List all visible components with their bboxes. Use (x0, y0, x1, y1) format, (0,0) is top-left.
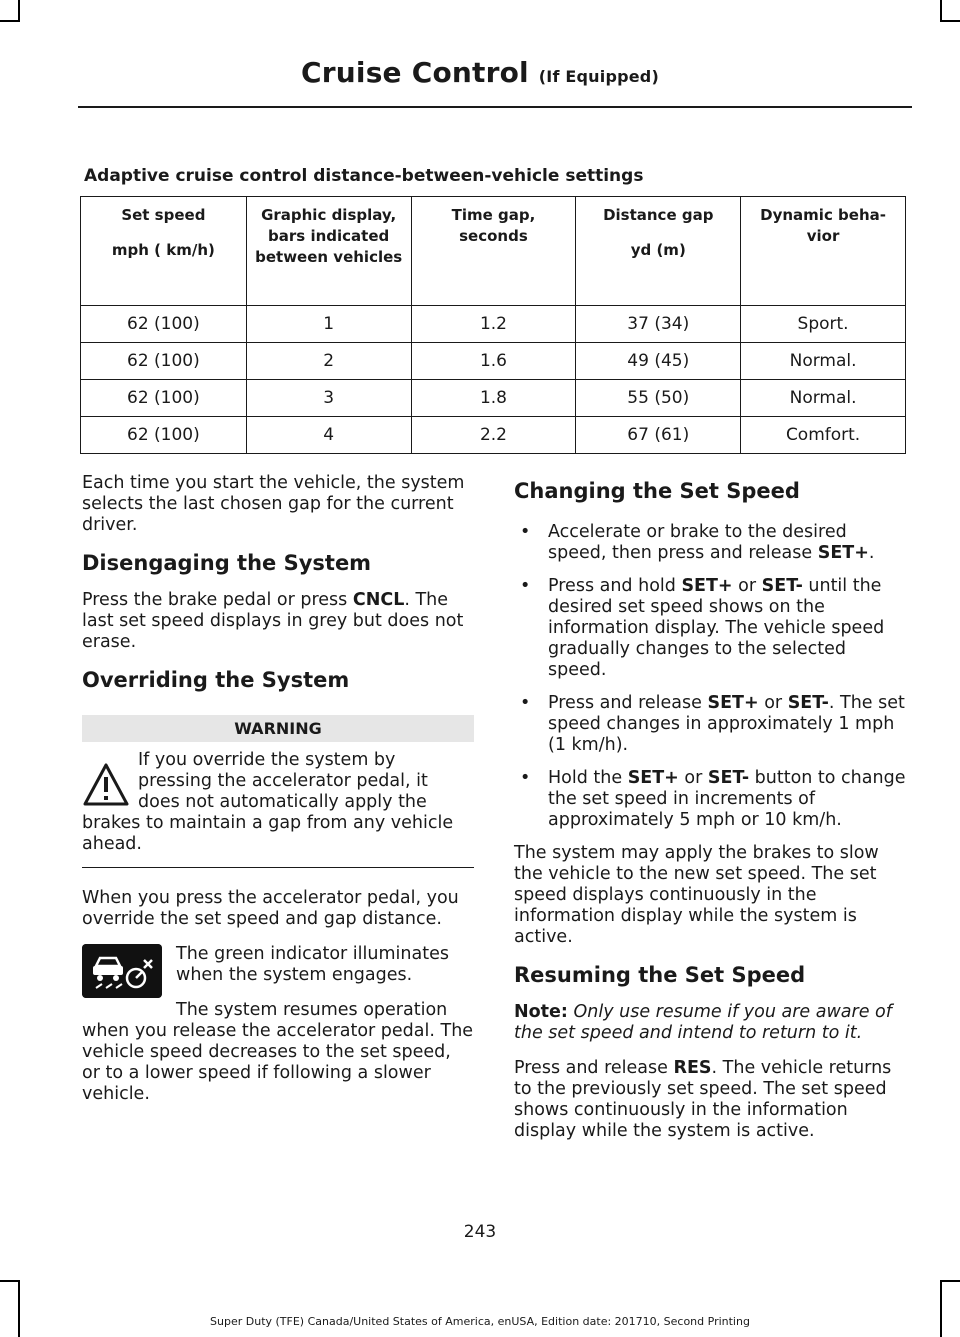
table-caption: Adaptive cruise control distance-between-vehicle settings (84, 166, 644, 186)
set-minus-key: SET- (787, 693, 829, 713)
table-cell: Normal. (741, 380, 906, 417)
res-paragraph (514, 1058, 906, 1142)
column-header (81, 197, 247, 306)
set-minus-key: SET- (707, 768, 750, 788)
table-cell: 49 (45) (576, 343, 741, 380)
header-subtitle: (If Equipped) (538, 67, 659, 86)
warning-box (82, 750, 474, 868)
text-run: button to change the set speed in increments of approximately 5 mph or 10 km/h. (548, 768, 906, 830)
column-header-title: Dynamic beha-vior (760, 206, 886, 245)
text-run: or (758, 693, 788, 713)
table-row (81, 343, 906, 380)
override-heading: Overriding the System (82, 668, 350, 692)
warning-label: WARNING (82, 715, 474, 742)
text-run: . The last set speed displays in grey but does not erase. (82, 590, 464, 652)
override-paragraph: When you press the accelerator pedal, you override the set speed and gap distance. (82, 888, 459, 929)
table-cell: 1.8 (411, 380, 576, 417)
bullet: • (520, 768, 531, 788)
crop-mark (940, 1280, 960, 1282)
text-run: Press and release (548, 693, 708, 713)
bullet: • (520, 522, 531, 542)
table-cell: 62 (100) (81, 417, 247, 454)
right-column (514, 478, 906, 1156)
left-column (82, 473, 474, 1119)
table-cell: 37 (34) (576, 306, 741, 343)
disengage-paragraph (82, 590, 474, 653)
table-cell: Normal. (741, 343, 906, 380)
column-header-title: Distance gap (603, 206, 714, 224)
text-run: or (678, 768, 708, 788)
text-run: Press and release (514, 1058, 674, 1078)
text-run: Press the brake pedal or press (82, 590, 353, 610)
header-rule (78, 106, 912, 108)
list-item (514, 576, 906, 681)
set-plus-key: SET+ (817, 543, 869, 563)
table-cell: 62 (100) (81, 380, 247, 417)
indicator-paragraph: The green indicator illuminates when the system engages. (176, 944, 449, 985)
set-minus-key: SET- (761, 576, 803, 596)
column-header-unit: mph ( km/h) (111, 241, 215, 259)
header-title: Cruise Control (301, 56, 529, 89)
column-header-title: Set speed (121, 206, 206, 224)
table-row (81, 306, 906, 343)
list-item (514, 693, 906, 756)
bullet: • (520, 693, 531, 713)
crop-mark (940, 1280, 942, 1337)
table-cell: 4 (246, 417, 411, 454)
crop-mark (940, 0, 942, 22)
disengage-heading: Disengaging the System (82, 551, 372, 575)
table-cell: 1.2 (411, 306, 576, 343)
table-row (81, 380, 906, 417)
indicator-block (82, 944, 474, 1105)
settings-table (80, 196, 906, 454)
set-plus-key: SET+ (707, 693, 759, 713)
crop-mark (940, 20, 960, 22)
column-header-title: Graphic display, bars indicated between vehicles (255, 206, 403, 266)
text-run: Accelerate or brake to the desired speed, then press and release (548, 522, 847, 563)
change-speed-list (514, 522, 906, 831)
text-run: or (732, 576, 762, 596)
table-cell: 2.2 (411, 417, 576, 454)
crop-mark (0, 1280, 20, 1282)
table-cell: 67 (61) (576, 417, 741, 454)
text-run: . The set speed changes in approximately 1 mph (1 km/h). (548, 693, 905, 755)
table-cell: 1 (246, 306, 411, 343)
bullet: • (520, 576, 531, 596)
warning-text: If you override the system by pressing the accelerator pedal, it does not automatically apply the brakes to maintain a gap from any vehicle ahead. (82, 750, 454, 854)
text-run: Hold the (548, 768, 628, 788)
set-plus-key: SET+ (681, 576, 733, 596)
list-item (514, 768, 906, 831)
note-label: Note: (514, 1002, 568, 1022)
text-run: Press and hold (548, 576, 682, 596)
column-header (741, 197, 906, 306)
column-header (246, 197, 411, 306)
page-number: 243 (463, 1222, 497, 1242)
change-speed-heading: Changing the Set Speed (514, 479, 800, 503)
table-cell: Comfort. (741, 417, 906, 454)
brake-paragraph: The system may apply the brakes to slow the vehicle to the new set speed. The set speed displays continuously in the information display while the system is active. (514, 843, 879, 947)
resume-paragraph: The system resumes operation when you release the accelerator pedal. The vehicle speed decreases to the set speed, or to a lower speed if following a slower vehicle. (82, 1000, 474, 1104)
table-cell: 1.6 (411, 343, 576, 380)
resume-speed-heading: Resuming the Set Speed (514, 963, 806, 987)
crop-mark (18, 0, 20, 22)
column-header (411, 197, 576, 306)
table-header-row (81, 197, 906, 306)
text-run: . The vehicle returns to the previously set speed. The set speed shows continuously in the information display while the system is active. (514, 1058, 892, 1141)
table-cell: Sport. (741, 306, 906, 343)
text-run: until the desired set speed shows on the information display. The vehicle speed gradually changes to the selected speed. (548, 576, 885, 680)
page-header (0, 56, 960, 89)
adaptive-cruise-indicator-icon (82, 944, 162, 998)
table-cell: 3 (246, 380, 411, 417)
text-run: . (868, 543, 875, 563)
crop-mark (0, 20, 20, 22)
note-text: Only use resume if you are aware of the set speed and intend to return to it. (514, 1002, 892, 1043)
table-cell: 62 (100) (81, 306, 247, 343)
column-header (576, 197, 741, 306)
column-header-title: Time gap, seconds (451, 206, 536, 245)
warning-triangle-icon (82, 762, 130, 808)
crop-mark (18, 1280, 20, 1337)
column-header-unit: yd (m) (630, 241, 686, 259)
res-key: RES (673, 1058, 712, 1078)
table-cell: 62 (100) (81, 343, 247, 380)
note-paragraph (514, 1002, 906, 1044)
cncl-key: CNCL (352, 590, 405, 610)
table-row (81, 417, 906, 454)
intro-paragraph: Each time you start the vehicle, the system selects the last chosen gap for the current driver. (82, 473, 465, 535)
table-cell: 2 (246, 343, 411, 380)
list-item (514, 522, 906, 564)
set-plus-key: SET+ (627, 768, 679, 788)
table-cell: 55 (50) (576, 380, 741, 417)
footer-text: Super Duty (TFE) Canada/United States of America, enUSA, Edition date: 201710, Second Printing (210, 1315, 750, 1328)
